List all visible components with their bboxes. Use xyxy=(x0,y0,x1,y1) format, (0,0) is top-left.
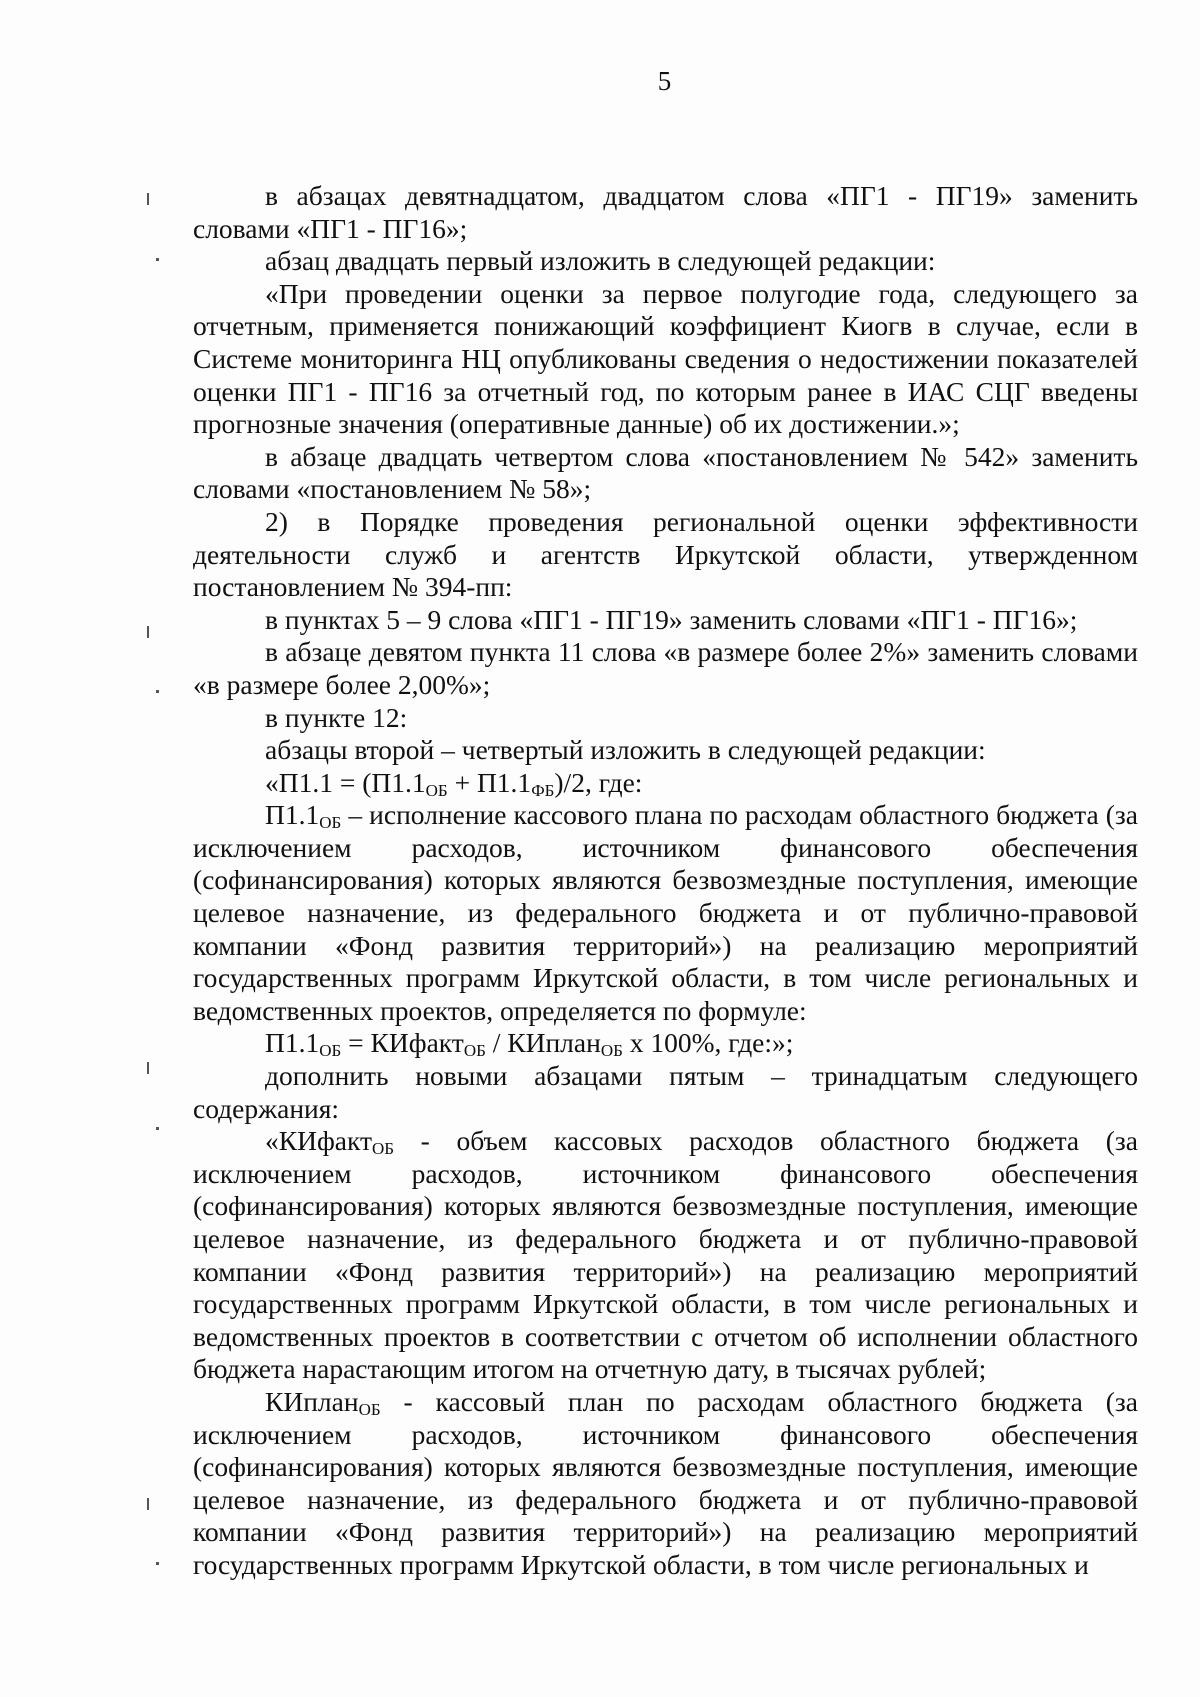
paragraph: в абзаце девятом пункта 11 слова «в размере более 2%» заменить словами «в размере более 2,00%»; xyxy=(193,636,1138,700)
paragraph: в пунктах 5 – 9 слова «ПГ1 - ПГ19» заменить словами «ПГ1 - ПГ16»; xyxy=(265,603,1078,635)
page-number: 5 xyxy=(657,66,672,96)
paragraph: в пункте 12: xyxy=(265,701,408,733)
scan-mark xyxy=(147,626,149,638)
formula-paragraph: «$П1.1 = (П1.1_{ОБ} + П1.1_{ФБ})/2$, где: xyxy=(265,766,643,800)
paragraph: абзацы второй – четвертый изложить в следующей редакции: xyxy=(265,734,986,766)
scan-mark xyxy=(147,193,149,205)
paragraph: 2) в Порядке проведения региональной оценки эффективности деятельности служб и агентств Иркутской области, утвержденном постановлением № 394-пп: xyxy=(193,505,1138,603)
scan-mark xyxy=(156,1127,159,1130)
paragraph: в абзаце двадцать четвертом слова «постановлением № 542» заменить словами «постановлением № 58»; xyxy=(193,440,1138,505)
formula-paragraph: $П1.1_{ОБ}$ = КИфакт$_{ОБ}$ / КИплан$_{ОБ}$ х 100%, где:»; xyxy=(265,1027,794,1061)
paragraph: «При проведении оценки за первое полугодие года, следующего за отчетным, применяется понижающий коэффициент Киогв в случае, если в Системе мониторинга НЦ опубликованы сведения о недостижении показателей оценки ПГ1 - ПГ16 за отчетный год, по которым ранее в ИАС СЦГ введены прогнозные значения (оперативные данные) об их достижении.»; xyxy=(193,277,1138,440)
paragraph: в абзацах девятнадцатом, двадцатом слова «ПГ1 - ПГ19» заменить словами «ПГ1 - ПГ16»; xyxy=(193,180,1138,244)
paragraph: «КИфакт$_{ОБ}$ - объем кассовых расходов областного бюджета (за исключением расходов, источником финансового обеспечения (софинансирования) которых являются безвозмездные поступления, имеющие целевое назначение, из федерального бюджета и от публично-правовой компании «Фонд развития территорий») на реализацию мероприятий государственных программ Иркутской области, в том числе региональных и ведомственных проектов в соответствии с отчетом об исполнении областного бюджета нарастающим итогом на отчетную дату, в тысячах рублей; xyxy=(193,1125,1138,1385)
scan-mark xyxy=(156,258,159,261)
scan-mark xyxy=(147,1498,149,1510)
scan-mark xyxy=(156,1562,159,1565)
paragraph: $П1.1_{ОБ}$ – исполнение кассового плана по расходам областного бюджета (за исключением расходов, источником финансового обеспечения (софинансирования) которых являются безвозмездные поступления, имеющие целевое назначение, из федерального бюджета и от публично-правовой компании «Фонд развития территорий») на реализацию мероприятий государственных программ Иркутской области, в том числе региональных и ведомственных проектов, определяется по формуле: xyxy=(193,799,1138,1026)
scan-mark xyxy=(147,1062,149,1074)
scan-mark xyxy=(156,690,159,693)
paragraph: дополнить новыми абзацами пятым – тринадцатым следующего содержания: xyxy=(193,1060,1138,1124)
paragraph: абзац двадцать первый изложить в следующей редакции: xyxy=(265,245,936,277)
paragraph: КИплан$_{ОБ}$ - кассовый план по расходам областного бюджета (за исключением расходов, источником финансового обеспечения (софинансирования) которых являются безвозмездные поступления, имеющие целевое назначение, из федерального бюджета и от публично-правовой компании «Фонд развития территорий») на реализацию мероприятий государственных программ Иркутской области, в том числе региональных и xyxy=(193,1385,1138,1580)
document-body xyxy=(193,180,1138,1582)
